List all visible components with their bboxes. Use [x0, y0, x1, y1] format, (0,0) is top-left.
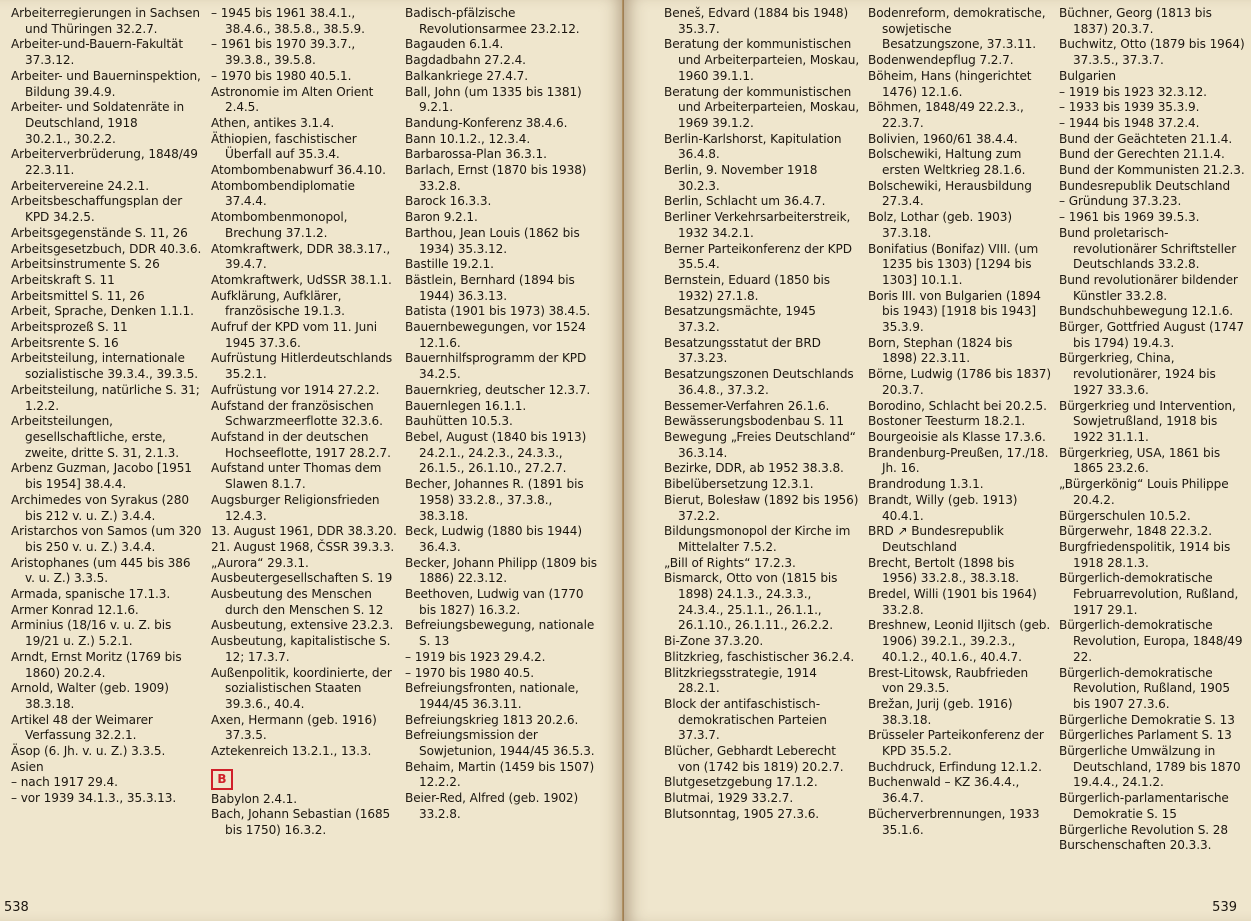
- index-entry: Babylon 2.4.1.: [211, 791, 298, 806]
- index-entry: Boris III. von Bulgarien (1894 bis 1943) [1918 bis 1943] 35.3.9.: [868, 288, 1041, 335]
- index-entry: Bach, Johann Sebastian (1685 bis 1750) 16.3.2.: [211, 807, 391, 838]
- index-entry: Atombombenmonopol, Brechung 37.1.2.: [211, 210, 348, 240]
- index-entry: Brandrodung 1.3.1.: [868, 477, 984, 492]
- index-entry: Blitzkriegsstrategie, 1914 28.2.1.: [664, 665, 817, 696]
- index-entry: – 1961 bis 1970 39.3.7., 39.3.8., 39.5.8.: [211, 37, 356, 68]
- index-entry: Ausbeutergesellschaften S. 19: [211, 571, 393, 586]
- index-entry: Arbeitsgegenstände S. 11, 26: [11, 225, 188, 240]
- index-entry: Bourgeoisie als Klasse 17.3.6.: [868, 429, 1046, 444]
- index-entry: Barlach, Ernst (1870 bis 1938) 33.2.8.: [405, 163, 587, 193]
- index-entry: „Aurora“ 29.3.1.: [211, 555, 309, 570]
- index-entry: Bezirke, DDR, ab 1952 38.3.8.: [664, 461, 844, 476]
- index-entry: Bürgerlich-parlamentarische Demokratie S. 15: [1059, 791, 1229, 821]
- index-entry: Bonifatius (Bonifaz) VIII. (um 1235 bis 1303) [1294 bis 1303] 10.1.1.: [868, 241, 1039, 287]
- index-entry: Arbeiterregierungen in Sachsen und Thüringen 32.2.7.: [11, 6, 200, 36]
- index-entry: Arbeitsmittel S. 11, 26: [11, 288, 145, 303]
- index-entry: Ausbeutung des Menschen durch den Menschen S. 12: [211, 587, 384, 617]
- index-entry: Beratung der kommunistischen und Arbeiterparteien, Moskau, 1960 39.1.1.: [664, 37, 860, 83]
- index-entry: Bulgarien: [1059, 68, 1116, 83]
- index-entry: Bund der Gerechten 21.1.4.: [1059, 147, 1225, 162]
- index-entry: Bodenreform, demokratische, sowjetische Besatzungszone, 37.3.11.: [868, 6, 1046, 52]
- index-entry: Bauernhilfsprogramm der KPD 34.2.5.: [405, 351, 587, 382]
- index-entry: Barock 16.3.3.: [405, 194, 492, 209]
- index-entry: Beier-Red, Alfred (geb. 1902) 33.2.8.: [405, 791, 579, 821]
- index-entry: Bund der Kommunisten 21.2.3.: [1059, 163, 1245, 178]
- index-entry: Artikel 48 der Weimarer Verfassung 32.2.1.: [11, 712, 153, 743]
- index-entry: Blutgesetzgebung 17.1.2.: [664, 775, 818, 790]
- index-entry: Arbeitsprozeß S. 11: [11, 320, 128, 335]
- index-entry: Bagauden 6.1.4.: [405, 37, 504, 52]
- index-entry: Becher, Johannes R. (1891 bis 1958) 33.2.8., 37.3.8., 38.3.18.: [405, 477, 584, 523]
- index-entry: „Bürgerkönig“ Louis Philippe 20.4.2.: [1059, 477, 1229, 507]
- index-entry: Aufklärung, Aufklärer, französische 19.1.3.: [211, 288, 345, 319]
- index-entry: Barbarossa-Plan 36.3.1.: [405, 147, 547, 162]
- index-entry: Arbeiter- und Bauerninspektion, Bildung 39.4.9.: [11, 68, 201, 99]
- index-entry: Bundesrepublik Deutschland: [1059, 178, 1231, 193]
- letter-section-heading: [211, 768, 397, 790]
- index-entry: Beneš, Edvard (1884 bis 1948) 35.3.7.: [664, 6, 849, 36]
- index-entry: Aufstand unter Thomas dem Slawen 8.1.7.: [211, 461, 382, 492]
- index-entry: Ausbeutung, kapitalistische S. 12; 17.3.7.: [211, 634, 391, 664]
- index-entry: Bolivien, 1960/61 38.4.4.: [868, 131, 1018, 146]
- index-entry: Blitzkrieg, faschistischer 36.2.4.: [664, 649, 855, 664]
- index-entry: Atombombendiplomatie 37.4.4.: [211, 178, 355, 209]
- right-column-1: [664, 6, 860, 886]
- index-entry: Brecht, Bertolt (1898 bis 1956) 33.2.8., 38.3.18.: [868, 555, 1020, 586]
- index-entry: Bastille 19.2.1.: [405, 257, 494, 272]
- index-entry: Aufrüstung vor 1914 27.2.2.: [211, 382, 380, 397]
- index-entry: Berner Parteikonferenz der KPD 35.5.4.: [664, 241, 852, 272]
- index-entry: Buchdruck, Erfindung 12.1.2.: [868, 759, 1042, 774]
- index-entry: Axen, Hermann (geb. 1916) 37.3.5.: [211, 712, 377, 743]
- index-entry: Bauernbewegungen, vor 1524 12.1.6.: [405, 320, 586, 350]
- index-entry: Beethoven, Ludwig van (1770 bis 1827) 16.3.2.: [405, 587, 584, 617]
- index-entry: 21. August 1968, ČSSR 39.3.3.: [211, 539, 395, 554]
- index-entry: Arbeitskraft S. 11: [11, 272, 115, 287]
- index-entry: Arbeit, Sprache, Denken 1.1.1.: [11, 304, 194, 319]
- index-entry: Befreiungsfronten, nationale, 1944/45 36.3.11.: [405, 681, 579, 711]
- index-entry: Arbeitsteilungen, gesellschaftliche, erste, zweite, dritte S. 31, 2.1.3.: [11, 414, 179, 460]
- index-entry: – Gründung 37.3.23.: [1059, 194, 1182, 209]
- index-entry: Bürgerliche Revolution S. 28: [1059, 822, 1228, 837]
- index-entry: Armer Konrad 12.1.6.: [11, 602, 139, 617]
- index-entry: Bewegung „Freies Deutschland“ 36.3.14.: [664, 429, 856, 460]
- index-entry: Berlin, 9. November 1918 30.2.3.: [664, 163, 818, 193]
- index-entry: Berlin-Karlshorst, Kapitulation 36.4.8.: [664, 131, 842, 162]
- index-entry: Bi-Zone 37.3.20.: [664, 634, 764, 649]
- index-entry: Buchenwald – KZ 36.4.4., 36.4.7.: [868, 775, 1020, 806]
- index-entry: Bandung-Konferenz 38.4.6.: [405, 115, 568, 130]
- index-entry: – 1970 bis 1980 40.5.1.: [211, 68, 352, 83]
- index-entry: Bann 10.1.2., 12.3.4.: [405, 131, 531, 146]
- index-entry: Bibelübersetzung 12.3.1.: [664, 477, 814, 492]
- index-entry: Bismarck, Otto von (1815 bis 1898) 24.1.3., 24.3.3., 24.3.4., 25.1.1., 26.1.1., 26.1.10., 26.1.11., 26.2.2.: [664, 571, 838, 633]
- index-entry: Blutsonntag, 1905 27.3.6.: [664, 806, 820, 821]
- index-entry: Bund proletarisch-revolutionärer Schriftsteller Deutschlands 33.2.8.: [1059, 225, 1237, 272]
- index-entry: Bästlein, Bernhard (1894 bis 1944) 36.3.13.: [405, 272, 575, 303]
- index-entry: Armada, spanische 17.1.3.: [11, 587, 171, 602]
- index-entry: Block der antifaschistisch-demokratischen Parteien 37.3.7.: [664, 696, 827, 743]
- index-entry: Aztekenreich 13.2.1., 13.3.: [211, 744, 372, 759]
- index-entry: Bund revolutionärer bildender Künstler 33.2.8.: [1059, 272, 1238, 303]
- index-entry: Bernstein, Eduard (1850 bis 1932) 27.1.8.: [664, 272, 831, 303]
- index-entry: Bolz, Lothar (geb. 1903) 37.3.18.: [868, 210, 1012, 240]
- page-number-right: 539: [1212, 900, 1237, 915]
- index-entry: Beratung der kommunistischen und Arbeiterparteien, Moskau, 1969 39.1.2.: [664, 84, 860, 130]
- index-entry: Bundschuhbewegung 12.1.6.: [1059, 304, 1234, 319]
- index-entry: Befreiungskrieg 1813 20.2.6.: [405, 712, 579, 727]
- index-entry: Bolschewiki, Haltung zum ersten Weltkrieg 28.1.6.: [868, 147, 1026, 178]
- index-entry: Augsburger Religionsfrieden 12.4.3.: [211, 492, 380, 523]
- index-entry: Born, Stephan (1824 bis 1898) 22.3.11.: [868, 335, 1013, 366]
- left-column-2: [211, 6, 397, 886]
- index-entry: Arbeitsrente S. 16: [11, 335, 119, 350]
- index-entry: Behaim, Martin (1459 bis 1507) 12.2.2.: [405, 759, 595, 790]
- right-column-2: [868, 6, 1051, 886]
- index-entry: Bund der Geächteten 21.1.4.: [1059, 131, 1233, 146]
- index-entry: – 1945 bis 1961 38.4.1., 38.4.6., 38.5.8., 38.5.9.: [211, 6, 365, 36]
- index-entry: – 1961 bis 1969 39.5.3.: [1059, 210, 1200, 225]
- index-entry: Besatzungszonen Deutschlands 36.4.8., 37.3.2.: [664, 367, 854, 397]
- index-entry: Bagdadbahn 27.2.4.: [405, 53, 526, 68]
- index-entry: – nach 1917 29.4.: [11, 775, 118, 790]
- index-entry: Badisch-pfälzische Revolutionsarmee 23.2.12.: [405, 6, 580, 36]
- index-entry: Ausbeutung, extensive 23.2.3.: [211, 618, 394, 633]
- index-entry: Blücher, Gebhardt Leberecht von (1742 bis 1819) 20.2.7.: [664, 744, 844, 774]
- index-entry: Bürgerkrieg, USA, 1861 bis 1865 23.2.6.: [1059, 445, 1221, 476]
- index-entry: Berliner Verkehrsarbeiterstreik, 1932 34.2.1.: [664, 210, 851, 240]
- index-entry: Äthiopien, faschistischer Überfall auf 35.3.4.: [211, 131, 357, 162]
- index-entry: 13. August 1961, DDR 38.3.20.: [211, 524, 397, 539]
- left-column-3: [405, 6, 597, 886]
- index-entry: – 1919 bis 1923 32.3.12.: [1059, 84, 1207, 99]
- index-entry: Arbeitervereine 24.2.1.: [11, 178, 149, 193]
- index-entry: Büchner, Georg (1813 bis 1837) 20.3.7.: [1059, 6, 1212, 36]
- index-entry: Bürgerliches Parlament S. 13: [1059, 728, 1232, 743]
- index-entry: Arbeitsteilung, natürliche S. 31; 1.2.2.: [11, 382, 200, 413]
- index-entry: Beck, Ludwig (1880 bis 1944) 36.4.3.: [405, 524, 582, 554]
- index-entry: Bürger, Gottfried August (1747 bis 1794) 19.4.3.: [1059, 320, 1244, 350]
- right-page: [624, 0, 1251, 921]
- index-entry: „Bill of Rights“ 17.2.3.: [664, 555, 796, 570]
- index-entry: Blutmai, 1929 33.2.7.: [664, 791, 794, 806]
- index-entry: Arndt, Ernst Moritz (1769 bis 1860) 20.2.4.: [11, 649, 182, 680]
- index-entry: Bürgerlich-demokratische Revolution, Europa, 1848/49 22.: [1059, 618, 1243, 664]
- index-entry: Befreiungsbewegung, nationale S. 13: [405, 618, 595, 649]
- letter-marker: B: [211, 769, 233, 790]
- left-page: [0, 0, 624, 921]
- index-entry: Arnold, Walter (geb. 1909) 38.3.18.: [11, 681, 169, 711]
- index-entry: Arbeiter- und Soldatenräte in Deutschland, 1918 30.2.1., 30.2.2.: [11, 100, 185, 146]
- page-number-left: 538: [4, 900, 29, 915]
- index-entry: Arbeitsteilung, internationale sozialistische 39.3.4., 39.3.5.: [11, 351, 199, 382]
- index-entry: Brandt, Willy (geb. 1913) 40.4.1.: [868, 492, 1018, 523]
- index-entry: Bebel, August (1840 bis 1913) 24.2.1., 24.2.3., 24.3.3., 26.1.5., 26.1.10., 27.2.7.: [405, 429, 587, 476]
- index-entry: Bürgerschulen 10.5.2.: [1059, 508, 1191, 523]
- index-entry: BRD ↗ Bundesrepublik Deutschland: [868, 524, 1004, 554]
- index-entry: Atomkraftwerk, UdSSR 38.1.1.: [211, 272, 392, 287]
- index-entry: Ball, John (um 1335 bis 1381) 9.2.1.: [405, 84, 582, 115]
- index-entry: Batista (1901 bis 1973) 38.4.5.: [405, 304, 591, 319]
- index-entry: Astronomie im Alten Orient 2.4.5.: [211, 84, 374, 115]
- index-entry: Bürgerlich-demokratische Februarrevolution, Rußland, 1917 29.1.: [1059, 571, 1239, 617]
- index-entry: Balkankriege 27.4.7.: [405, 68, 528, 83]
- index-entry: Baron 9.2.1.: [405, 210, 478, 225]
- index-entry: Arbeiterverbrüderung, 1848/49 22.3.11.: [11, 147, 198, 178]
- index-entry: Bürgerkrieg, China, revolutionärer, 1924 bis 1927 33.3.6.: [1059, 351, 1216, 397]
- index-entry: Bolschewiki, Herausbildung 27.3.4.: [868, 178, 1032, 209]
- index-entry: Atomkraftwerk, DDR 38.3.17., 39.4.7.: [211, 241, 391, 272]
- index-entry: Bürgerlich-demokratische Revolution, Rußland, 1905 bis 1907 27.3.6.: [1059, 665, 1230, 711]
- index-entry: Börne, Ludwig (1786 bis 1837) 20.3.7.: [868, 367, 1051, 397]
- index-entry: Brest-Litowsk, Raubfrieden von 29.3.5.: [868, 665, 1029, 696]
- right-column-3: [1059, 6, 1247, 886]
- index-entry: Bürgerwehr, 1848 22.3.2.: [1059, 524, 1213, 539]
- index-entry: – 1919 bis 1923 29.4.2.: [405, 649, 546, 664]
- index-entry: Aufstand in der deutschen Hochseeflotte, 1917 28.2.7.: [211, 429, 391, 460]
- index-entry: Archimedes von Syrakus (280 bis 212 v. u. Z.) 3.4.4.: [11, 492, 189, 523]
- index-entry: Aristophanes (um 445 bis 386 v. u. Z.) 3.3.5.: [11, 555, 191, 586]
- index-entry: Arbeitsbeschaffungsplan der KPD 34.2.5.: [11, 194, 183, 225]
- index-entry: Atombombenabwurf 36.4.10.: [211, 163, 386, 178]
- index-entry: Athen, antikes 3.1.4.: [211, 115, 335, 130]
- index-entry: Arbeitsinstrumente S. 26: [11, 257, 160, 272]
- index-entry: Besatzungsmächte, 1945 37.3.2.: [664, 304, 816, 335]
- index-entry: Breshnew, Leonid Iljitsch (geb. 1906) 39.2.1., 39.2.3., 40.1.2., 40.1.6., 40.4.7.: [868, 618, 1051, 664]
- index-entry: Bürgerliche Demokratie S. 13: [1059, 712, 1235, 727]
- index-entry: Außenpolitik, koordinierte, der sozialistischen Staaten 39.3.6., 40.4.: [211, 665, 392, 711]
- index-entry: Äsop (6. Jh. v. u. Z.) 3.3.5.: [11, 744, 166, 759]
- index-entry: Arbeiter-und-Bauern-Fakultät 37.3.12.: [11, 37, 184, 68]
- index-entry: – vor 1939 34.1.3., 35.3.13.: [11, 791, 177, 806]
- index-entry: Borodino, Schlacht bei 20.2.5.: [868, 398, 1047, 413]
- index-entry: Bessemer-Verfahren 26.1.6.: [664, 398, 830, 413]
- index-entry: Barthou, Jean Louis (1862 bis 1934) 35.3.12.: [405, 225, 580, 256]
- index-entry: Brandenburg-Preußen, 17./18. Jh. 16.: [868, 445, 1049, 476]
- index-entry: Becker, Johann Philipp (1809 bis 1886) 22.3.12.: [405, 555, 597, 586]
- index-entry: Brežan, Jurij (geb. 1916) 38.3.18.: [868, 696, 1013, 727]
- index-entry: – 1970 bis 1980 40.5.: [405, 665, 534, 680]
- index-entry: Bildungsmonopol der Kirche im Mittelalter 7.5.2.: [664, 524, 851, 554]
- left-column-1: [11, 6, 203, 886]
- index-entry: Arminius (18/16 v. u. Z. bis 19/21 u. Z.) 5.2.1.: [11, 618, 172, 649]
- index-entry: Bewässerungsbodenbau S. 11: [664, 414, 844, 429]
- index-entry: Burgfriedenspolitik, 1914 bis 1918 28.1.3.: [1059, 539, 1231, 570]
- index-entry: Burschenschaften 20.3.3.: [1059, 838, 1212, 853]
- index-entry: Asien: [11, 759, 44, 774]
- index-entry: Bürgerliche Umwälzung in Deutschland, 1789 bis 1870 19.4.4., 24.1.2.: [1059, 744, 1241, 790]
- index-entry: Aufruf der KPD vom 11. Juni 1945 37.3.6.: [211, 320, 378, 350]
- index-entry: Besatzungsstatut der BRD 37.3.23.: [664, 335, 821, 366]
- index-entry: Arbeitsgesetzbuch, DDR 40.3.6.: [11, 241, 202, 256]
- index-entry: Bostoner Teesturm 18.2.1.: [868, 414, 1026, 429]
- index-entry: Brüsseler Parteikonferenz der KPD 35.5.2.: [868, 728, 1044, 759]
- index-entry: Berlin, Schlacht um 36.4.7.: [664, 194, 826, 209]
- index-entry: Bauernlegen 16.1.1.: [405, 398, 527, 413]
- index-entry: Bodenwendepflug 7.2.7.: [868, 53, 1014, 68]
- index-entry: Bredel, Willi (1901 bis 1964) 33.2.8.: [868, 587, 1037, 617]
- index-entry: Böheim, Hans (hingerichtet 1476) 12.1.6.: [868, 68, 1032, 99]
- index-entry: Bauhütten 10.5.3.: [405, 414, 513, 429]
- index-entry: – 1933 bis 1939 35.3.9.: [1059, 100, 1200, 115]
- index-entry: Arbenz Guzman, Jacobo [1951 bis 1954] 38.4.4.: [11, 461, 192, 492]
- index-entry: Buchwitz, Otto (1879 bis 1964) 37.3.5., 37.3.7.: [1059, 37, 1245, 68]
- index-entry: Böhmen, 1848/49 22.2.3., 22.3.7.: [868, 100, 1024, 130]
- index-entry: Aristarchos von Samos (um 320 bis 250 v. u. Z.) 3.4.4.: [11, 524, 202, 554]
- index-entry: Bürgerkrieg und Intervention, Sowjetrußland, 1918 bis 1922 31.1.1.: [1059, 398, 1236, 444]
- index-entry: Bauernkrieg, deutscher 12.3.7.: [405, 382, 591, 397]
- index-entry: Befreiungsmission der Sowjetunion, 1944/45 36.5.3.: [405, 728, 595, 759]
- index-entry: Aufstand der französischen Schwarzmeerflotte 32.3.6.: [211, 398, 383, 429]
- index-entry: Bierut, Bolesław (1892 bis 1956) 37.2.2.: [664, 492, 859, 523]
- index-entry: Aufrüstung Hitlerdeutschlands 35.2.1.: [211, 351, 393, 382]
- index-entry: Bücherverbrennungen, 1933 35.1.6.: [868, 806, 1040, 837]
- index-entry: – 1944 bis 1948 37.2.4.: [1059, 115, 1200, 130]
